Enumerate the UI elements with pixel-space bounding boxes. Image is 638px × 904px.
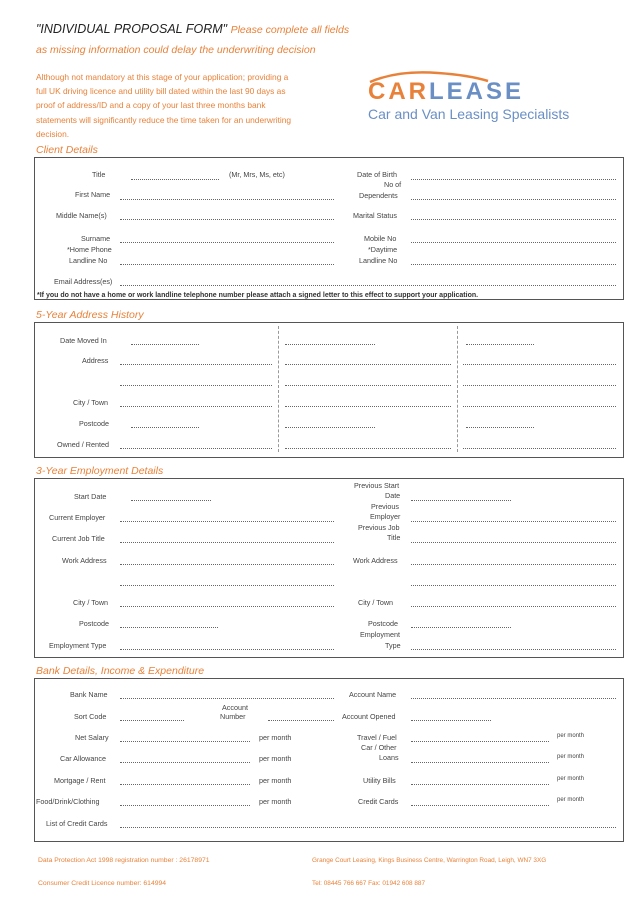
intro-line: Although not mandatory at this stage of your application; providing a [36, 72, 289, 82]
employment-box [34, 478, 624, 658]
city-label: City / Town [73, 398, 109, 407]
middle-name-field[interactable] [120, 219, 334, 220]
car-allowance-field[interactable] [120, 762, 250, 763]
landline-note: *If you do not have a home or work landline telephone number please attach a signed letter to this effect to support your application. [37, 292, 479, 299]
account-number-field[interactable] [268, 720, 334, 721]
date-moved-field-2[interactable] [285, 344, 375, 345]
prev-employer-label-2: Employer [370, 512, 401, 521]
start-date-field[interactable] [131, 500, 211, 501]
title-hint: (Mr, Mrs, Ms, etc) [229, 170, 285, 179]
tel-fax-text: Tel: 08445 766 667 Fax: 01942 608 887 [312, 880, 425, 887]
postcode-label: Postcode [79, 419, 109, 428]
mortgage-field[interactable] [120, 784, 250, 785]
prev-start-label: Previous Start [354, 481, 400, 490]
date-moved-label: Date Moved In [60, 336, 107, 345]
address-field-3[interactable] [463, 385, 616, 386]
prev-emp-type-label-2: Type [385, 641, 401, 650]
bank-details-box [34, 678, 624, 842]
home-phone-label: *Home Phone [67, 245, 112, 254]
account-opened-label: Account Opened [342, 712, 396, 721]
client-section-title: Client Details [36, 144, 98, 156]
credit-cards-label: Credit Cards [358, 797, 399, 806]
mortgage-label: Mortgage / Rent [54, 776, 106, 785]
address-label: Address [82, 356, 109, 365]
surname-field[interactable] [120, 242, 334, 243]
loans-field[interactable] [411, 762, 549, 763]
owned-field-2[interactable] [285, 448, 451, 449]
prev-postcode-label: Postcode [368, 619, 398, 628]
address-field-1[interactable] [120, 364, 272, 365]
postcode-field-1[interactable] [131, 427, 199, 428]
prev-work-address-field[interactable] [411, 585, 616, 586]
daytime-landline-label: Landline No [359, 256, 398, 265]
title-label: Title [92, 170, 106, 179]
address-section-title: 5-Year Address History [36, 309, 144, 321]
city-field-2[interactable] [285, 406, 451, 407]
sort-code-field[interactable] [120, 720, 184, 721]
prev-emp-type-label: Employment [360, 630, 400, 639]
form-title-main: "INDIVIDUAL PROPOSAL FORM" [36, 22, 228, 36]
credit-cards-list-field[interactable] [120, 827, 616, 828]
data-protection-text: Data Protection Act 1998 registration number : 26178971 [38, 857, 210, 864]
intro-line: full UK driving licence and utility bill dated within the last 90 days as [36, 86, 286, 97]
utility-label: Utility Bills [363, 776, 396, 785]
logo-car-text: CAR [368, 78, 429, 105]
current-job-field[interactable] [120, 542, 334, 543]
employment-section-title: 3-Year Employment Details [36, 465, 164, 477]
account-number-label: Account [222, 703, 248, 712]
no-of-label: No of [384, 180, 402, 189]
title-field[interactable] [131, 179, 219, 180]
prev-employer-label: Previous [371, 502, 399, 511]
travel-label: Travel / Fuel [357, 733, 397, 742]
postcode-field-3[interactable] [466, 427, 534, 428]
emp-postcode-field[interactable] [120, 627, 218, 628]
work-address-field[interactable] [120, 564, 334, 565]
owned-field-3[interactable] [463, 448, 616, 449]
city-field-3[interactable] [463, 406, 616, 407]
car-other-label: Car / Other [361, 743, 397, 752]
surname-label: Surname [81, 234, 111, 243]
intro-line: statements will significantly reduce the time taken for an underwriting [36, 114, 292, 125]
mobile-label: Mobile No [364, 234, 397, 243]
date-moved-field-1[interactable] [131, 344, 199, 345]
sort-code-label: Sort Code [74, 712, 107, 721]
utility-field[interactable] [411, 784, 549, 785]
per-month-label: per month [557, 797, 585, 803]
carlease-logo [368, 78, 524, 106]
bank-name-field[interactable] [120, 698, 334, 699]
emp-city-label: City / Town [73, 598, 109, 607]
dob-field[interactable] [411, 179, 616, 180]
start-date-label: Start Date [74, 492, 107, 501]
emp-postcode-label: Postcode [79, 619, 109, 628]
company-address-text: Grange Court Leasing, Kings Business Centre, Warrington Road, Leigh, WN7 3XG [312, 857, 547, 864]
travel-field[interactable] [411, 741, 549, 742]
first-name-field[interactable] [120, 199, 334, 200]
current-employer-field[interactable] [120, 521, 334, 522]
dependents-label: Dependents [359, 191, 398, 200]
logo-tagline: Car and Van Leasing Specialists [368, 106, 570, 122]
prev-work-address-field[interactable] [411, 564, 616, 565]
account-opened-field[interactable] [411, 720, 491, 721]
work-address-field[interactable] [120, 585, 334, 586]
car-swoosh-icon [368, 70, 518, 84]
address-column-divider [457, 326, 458, 452]
per-month-label: per month [259, 797, 292, 806]
car-allowance-label: Car Allowance [60, 754, 106, 763]
credit-cards-field[interactable] [411, 805, 549, 806]
account-number-label-2: Number [220, 712, 246, 721]
prev-postcode-field[interactable] [411, 627, 511, 628]
per-month-label: per month [557, 733, 585, 739]
prev-job-title-label: Title [387, 533, 401, 542]
food-label: Food/Drink/Clothing [36, 797, 100, 806]
prev-city-label: City / Town [358, 598, 394, 607]
marital-field[interactable] [411, 219, 616, 220]
owned-rented-label: Owned / Rented [57, 440, 109, 449]
per-month-label: per month [259, 776, 292, 785]
middle-name-label: Middle Name(s) [56, 211, 107, 220]
per-month-label: per month [557, 776, 585, 782]
form-title-suffix: Please complete all fields [230, 24, 350, 36]
date-moved-field-3[interactable] [466, 344, 534, 345]
per-month-label: per month [557, 754, 585, 760]
account-name-field[interactable] [411, 698, 616, 699]
bank-section-title: Bank Details, Income & Expenditure [36, 665, 205, 677]
prev-employer-field[interactable] [411, 521, 616, 522]
logo-lease-text: LEASE [429, 78, 525, 105]
prev-emp-type-field[interactable] [411, 649, 616, 650]
net-salary-field[interactable] [120, 741, 250, 742]
per-month-label: per month [259, 733, 292, 742]
postcode-field-2[interactable] [285, 427, 375, 428]
address-history-box [34, 322, 624, 458]
address-field-3[interactable] [463, 364, 616, 365]
mobile-field[interactable] [411, 242, 616, 243]
daytime-field[interactable] [411, 264, 616, 265]
consumer-credit-text: Consumer Credit Licence number: 614994 [38, 880, 167, 887]
form-title [36, 22, 349, 36]
current-employer-label: Current Employer [49, 513, 106, 522]
address-field-2[interactable] [285, 385, 451, 386]
marital-label: Marital Status [353, 211, 397, 220]
credit-cards-list-label: List of Credit Cards [46, 819, 108, 828]
dob-label: Date of Birth [357, 170, 397, 179]
employment-type-field[interactable] [120, 649, 334, 650]
prev-city-field[interactable] [411, 606, 616, 607]
email-label: Email Address(es) [54, 277, 113, 286]
home-phone-field[interactable] [120, 264, 334, 265]
loans-label: Loans [379, 753, 399, 762]
net-salary-label: Net Salary [75, 733, 109, 742]
per-month-label: per month [259, 754, 292, 763]
address-field-1[interactable] [120, 385, 272, 386]
dependents-field[interactable] [411, 199, 616, 200]
current-job-label: Current Job Title [52, 534, 105, 543]
prev-start-date-field[interactable] [411, 500, 511, 501]
daytime-label: *Daytime [368, 245, 398, 254]
work-address-label: Work Address [62, 556, 107, 565]
landline-label: Landline No [69, 256, 108, 265]
email-field[interactable] [120, 285, 616, 286]
bank-name-label: Bank Name [70, 690, 108, 699]
prev-start-date-label: Date [385, 491, 401, 500]
form-subtitle: as missing information could delay the underwriting decision [36, 44, 316, 56]
prev-work-address-label: Work Address [353, 556, 398, 565]
intro-text [36, 70, 336, 141]
food-field[interactable] [120, 805, 250, 806]
owned-field-1[interactable] [120, 448, 272, 449]
prev-job-label: Previous Job [358, 523, 400, 532]
intro-line: decision. [36, 128, 70, 139]
intro-line: proof of address/ID and a copy of your last three months bank [36, 100, 266, 111]
employment-type-label: Employment Type [49, 641, 107, 650]
emp-city-field[interactable] [120, 606, 334, 607]
account-name-label: Account Name [349, 690, 397, 699]
address-column-divider [278, 326, 279, 452]
first-name-label: First Name [75, 190, 111, 199]
city-field-1[interactable] [120, 406, 272, 407]
address-field-2[interactable] [285, 364, 451, 365]
prev-job-field[interactable] [411, 542, 616, 543]
